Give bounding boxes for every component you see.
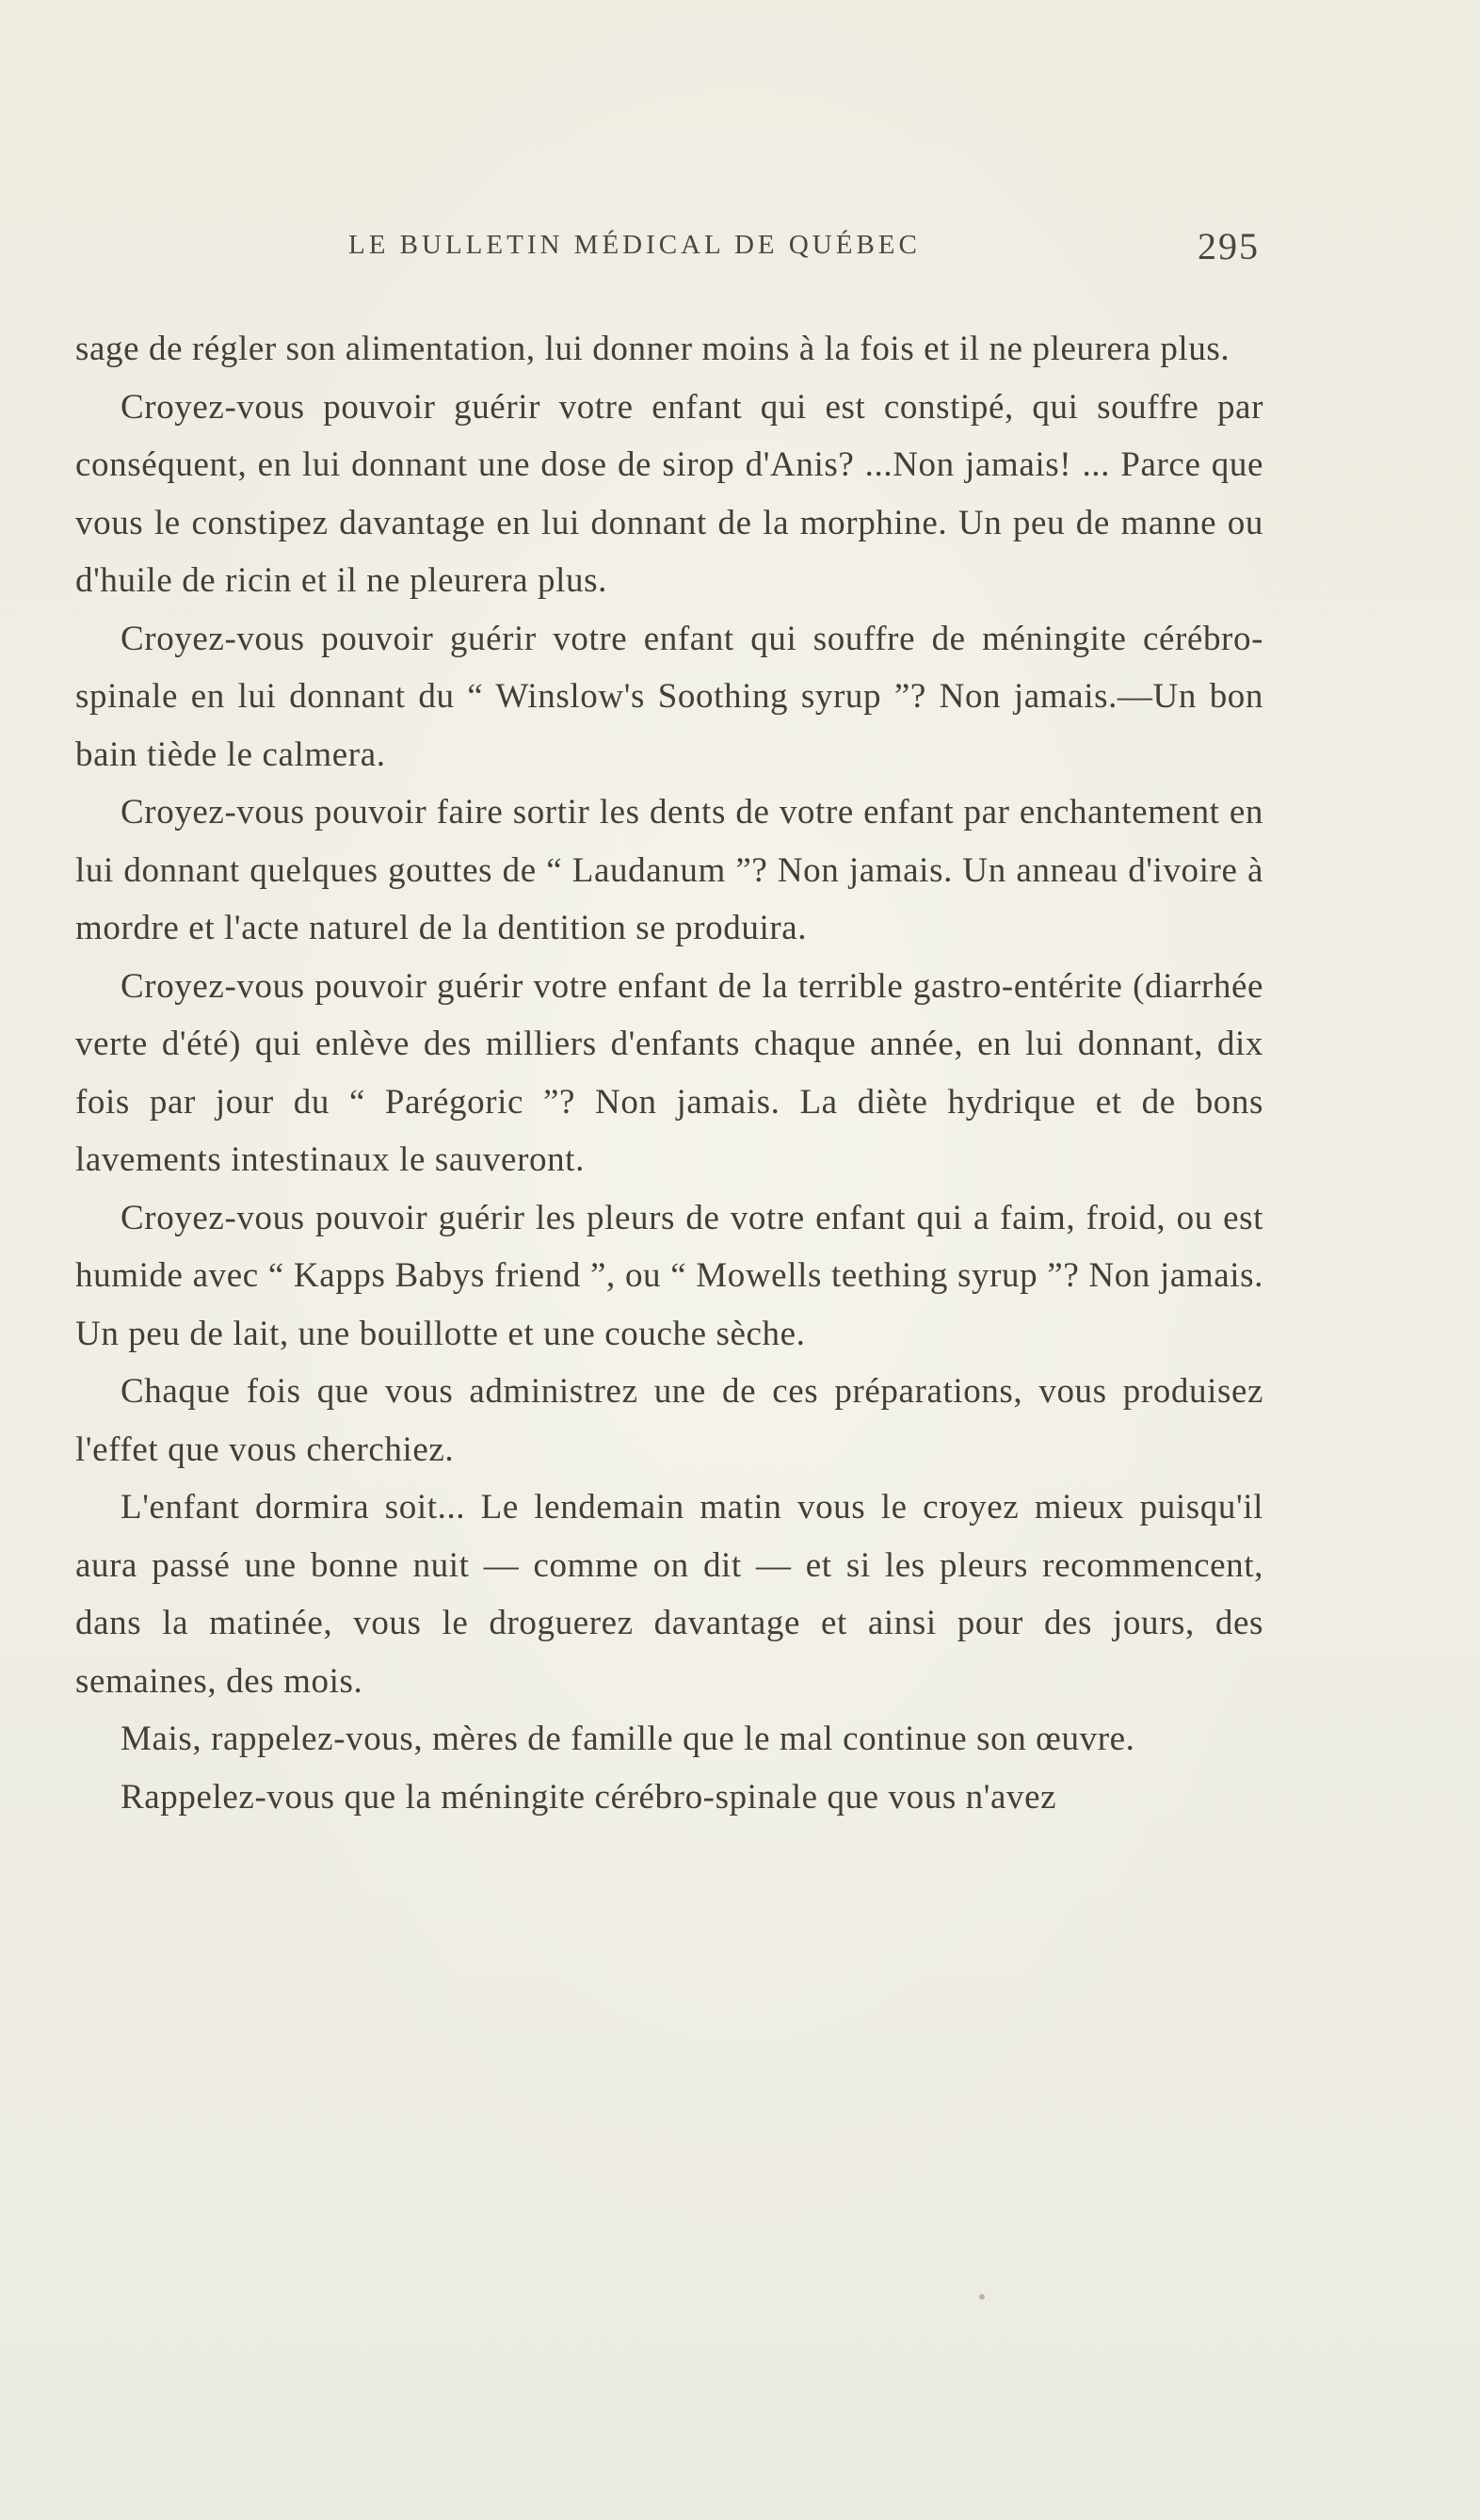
paragraph-crying: Croyez-vous pouvoir guérir les pleurs de votre enfant qui a faim, froid, ou est humide avec “ Kapps Babys friend ”, ou “ Mowells teething syrup ”? Non jamais. Un peu de lait, une bouillotte et une couche sèche. [75,1198,1263,1353]
page-number: 295 [1198,225,1260,267]
paragraph-sleep: L'enfant dormira soit... Le lendemain matin vous le croyez mieux puisqu'il aura passé une bonne nuit — comme on dit — et si les pleurs recommencent, dans la matinée, vous le droguerez davantage et ainsi pour des jours, des semaines, des mois. [75,1488,1263,1701]
journal-title: LE BULLETIN MÉDICAL DE QUÉBEC [348,230,921,260]
paragraph-teething: Croyez-vous pouvoir faire sortir les dents de votre enfant par enchantement en lui donnant quelques gouttes de “ Laudanum ”? Non jamais. Un anneau d'ivoire à mordre et l'acte naturel de la dentition se produira. [75,793,1263,947]
paragraph-preparations: Chaque fois que vous administrez une de ces préparations, vous produisez l'effet que vous cherchiez. [75,1372,1263,1469]
paper-speck [979,2294,985,2300]
running-head [0,225,1480,271]
paragraph-meningitis: Croyez-vous pouvoir guérir votre enfant qui souffre de méningite cérébro-spinale en lui donnant du “ Winslow's Soothing syrup ”? Non jamais.—Un bon bain tiède le calmera. [75,619,1263,774]
paragraph-remember: Rappelez-vous que la méningite cérébro-spinale que vous n'avez [121,1777,1057,1817]
paragraph-constipation: Croyez-vous pouvoir guérir votre enfant qui est constipé, qui souffre par conséquent, en lui donnant une dose de sirop d'Anis? ...Non jamais! ... Parce que vous le constipez davantage en lui donnant de la morphine. Un peu de manne ou d'huile de ricin et il ne pleurera plus. [75,387,1263,600]
body-text [75,320,1263,1826]
paragraph-continuation: sage de régler son alimentation, lui donner moins à la fois et il ne pleurera plus. [75,330,1231,368]
paragraph-gastroenteritis: Croyez-vous pouvoir guérir votre enfant de la terrible gastro-entérite (diarrhée verte d'été) qui enlève des milliers d'enfants chaque année, en lui donnant, dix fois par jour du “ Parégoric ”? Non jamais. La diète hydrique et de bons lavements intestinaux le sauveront. [75,966,1263,1179]
paragraph-mothers: Mais, rappelez-vous, mères de famille que le mal continue son œuvre. [121,1720,1135,1758]
